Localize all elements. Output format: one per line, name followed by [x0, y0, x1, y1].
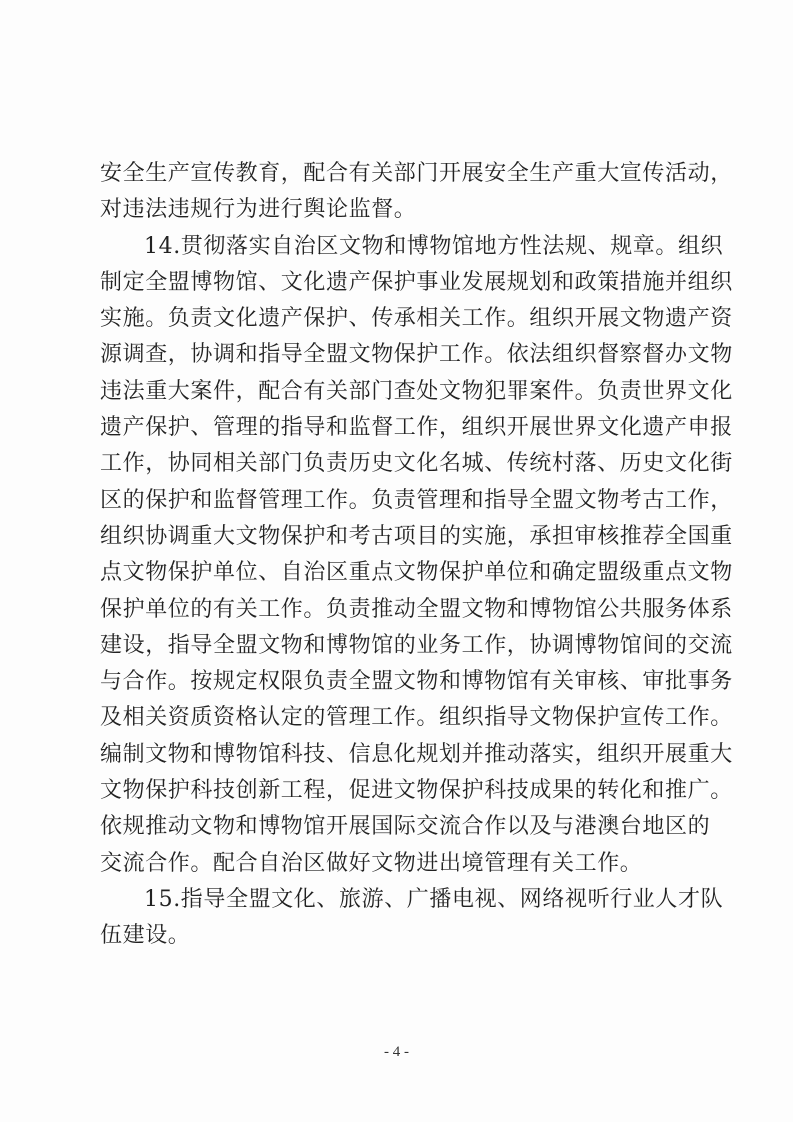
text-line: 组织协调重大文物保护和考古项目的实施，承担审核推荐全国重	[100, 523, 733, 549]
text-line: 文物保护科技创新工程，促进文物保护科技成果的转化和推广。	[100, 778, 733, 804]
text-line: 点文物保护单位、自治区重点文物保护单位和确定盟级重点文物	[100, 560, 733, 586]
text-line: 工作，协同相关部门负责历史文化名城、传统村落、历史文化街	[100, 451, 733, 477]
page-number: - 4 -	[384, 1044, 409, 1060]
text-line: 遗产保护、管理的指导和监督工作，组织开展世界文化遗产申报	[100, 415, 733, 441]
text-line: 源调查，协调和指导全盟文物保护工作。依法组织督察督办文物	[100, 342, 733, 368]
text-line: 交流合作。配合自治区做好文物进出境管理有关工作。	[100, 850, 643, 876]
text-line: 实施。负责文化遗产保护、传承相关工作。组织开展文物遗产资	[100, 306, 733, 332]
text-line: 编制文物和博物馆科技、信息化规划并推动落实，组织开展重大	[100, 741, 733, 767]
text-line: 依规推动文物和博物馆开展国际交流合作以及与港澳台地区的	[100, 814, 711, 840]
text-line: 与合作。按规定权限负责全盟文物和博物馆有关审核、审批事务	[100, 669, 733, 695]
text-line: 伍建设。	[100, 923, 191, 949]
text-line: 违法重大案件，配合有关部门查处文物犯罪案件。负责世界文化	[100, 378, 733, 404]
text-line: 15.指导全盟文化、旅游、广播电视、网络视听行业人才队	[144, 886, 724, 912]
text-line: 制定全盟博物馆、文化遗产保护事业发展规划和政策措施并组织	[100, 269, 733, 295]
text-line: 建设，指导全盟文物和博物馆的业务工作，协调博物馆间的交流	[100, 632, 733, 658]
text-line: 及相关资质资格认定的管理工作。组织指导文物保护宣传工作。	[100, 705, 733, 731]
text-line: 保护单位的有关工作。负责推动全盟文物和博物馆公共服务体系	[100, 596, 733, 622]
text-line: 14.贯彻落实自治区文物和博物馆地方性法规、规章。组织	[144, 233, 724, 259]
text-line: 安全生产宣传教育，配合有关部门开展安全生产重大宣传活动，	[100, 161, 733, 186]
text-line: 对违法违规行为进行舆论监督。	[100, 197, 417, 223]
text-line: 区的保护和监督管理工作。负责管理和指导全盟文物考古工作，	[100, 487, 733, 513]
body-text	[100, 156, 733, 955]
